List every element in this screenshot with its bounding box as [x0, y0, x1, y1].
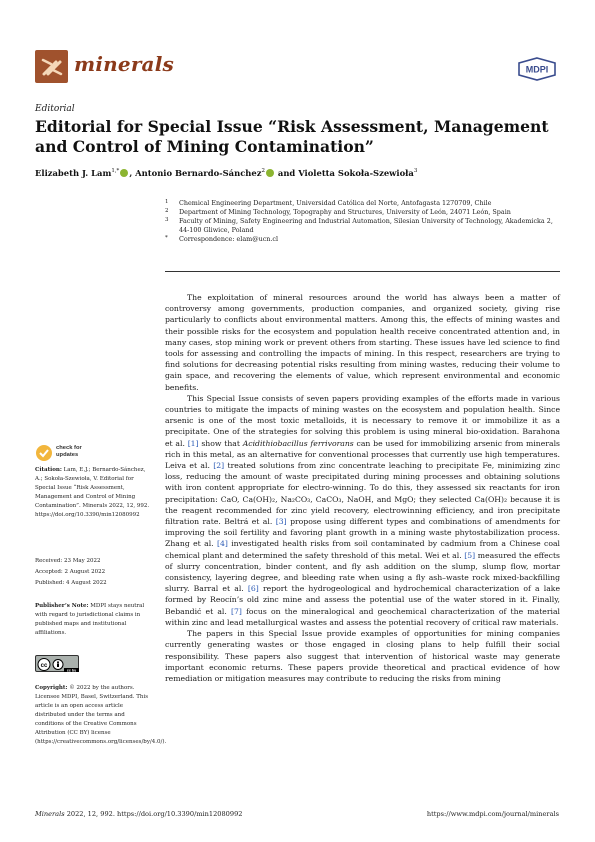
citation-block: Citation: Lam, E.J.; Bernardo-Sánchez, A.; Sokoła-Szewioła, V. Editorial for Special Issue “Risk Assessment, Management and Control of Mining Contamination”. Minerals 2022, 12, 992. https://doi.org/10.3390/min12080992: [35, 467, 150, 518]
author-name[interactable]: Antonio Bernardo-Sánchez: [135, 168, 262, 178]
affiliation-item: 2 Department of Mining Technology, Topography and Structures, University of León, 24071 León, Spain: [165, 208, 511, 216]
cc-by-license-badge[interactable]: [35, 655, 79, 672]
check-updates-icon: [35, 444, 53, 462]
journal-name[interactable]: minerals: [74, 52, 174, 76]
correspondence: * Correspondence: elam@ucn.cl: [165, 235, 279, 243]
paragraph: The papers in this Special Issue provide examples of opportunities for mining companies currently generating wastes or those engaged in closing plans to help fulfill their social responsibility. These papers also suggest that intervention of historical waste may generate important economic returns. These papers provide theoretical and practical evidence of how remediation or mitigation measures may contribute to reducing the risks from mining: [165, 629, 560, 683]
article-body: [165, 292, 560, 684]
header-divider: [165, 271, 560, 272]
author-list: Elizabeth J. Lam$^{1,*}$ , Antonio Bernardo-Sánchez$^2$ and Violetta Sokoła-Szewioła$^3$: [35, 168, 418, 178]
svg-text:cc by: cc by: [66, 668, 77, 673]
citation-link[interactable]: [2]: [213, 461, 225, 471]
publisher-note: Publisher’s Note: MDPI stays neutral with regard to jurisdictional claims in published maps and institutional affiliations.: [35, 603, 145, 636]
affiliations: [165, 199, 565, 244]
author-affil-ref: 3: [413, 168, 418, 175]
published-date: Published: 4 August 2022: [35, 580, 107, 586]
journal-logo-icon: [35, 50, 68, 83]
received-date: Received: 23 May 2022: [35, 558, 101, 564]
author-affil-ref: 1,*: [111, 168, 120, 175]
paragraph: This Special Issue consists of seven papers providing examples of the efforts made in various countries to mitigate the impacts of mining wastes on the ecosystem and population health. Since arsenic is one of the most toxic metalloids, it is necessary to remove it or immobilize it as a precipitate. One of the strategies for solving this problem is using mineral bio-oxidation. Barahona et al. [1] show that Acidithiobacillus ferrivorans can be used for immobilizing arsenic from minerals rich in this metal, as an alternative for conventional processes that currently use high temperatures. Leiva et al. [2] treated solutions from zinc concentrate leaching to precipitate Fe, minimizing zinc loss, reducing the amount of waste precipitated during mining processes and obtaining solutions with iron content appropriate for electro-winning. To do this, they assessed six reactants for iron precipitation: CaO, Ca(OH)₂, Na₂CO₃, CaCO₃, NaOH, and MgO; they selected Ca(OH)₂ because it is the reagent recommended for zinc yield recovery, electrowinning efficiency, and iron precipitate filtration rate. Beltrá et al. [3] propose using different types and combinations of amendments for improving the soil fertility and favoring plant growth in a mining waste phytostabilization process. Zhang et al. [4] investigated health risks from soil contaminated by cadmium from a Chinese coal chemical plant and determined the safety threshold of this metal. Wei et al. [5] measured the effects of slurry concentration, binder content, and fly ash addition on the slump, slump flow, mortar consistency, layering degree, and bleeding rate when using a fly ash–waste rock mixed-backfilling slurry. Barral et al. [6] report the hydrogeological and hydrochemical characterization of a lake formed by Reocín’s old zinc mine and assess the potential use of the water stored in it. Finally, Bebandić et al. [7] focus on the mineralogical and geochemical characterization of the material within zinc and lead metallurgical wastes and assess the potential recovery of critical raw materials.: [165, 393, 561, 627]
affiliation-item: 1 Chemical Engineering Department, Universidad Católica del Norte, Antofagasta 1270709, Chile: [165, 199, 492, 207]
accepted-date: Accepted: 2 August 2022: [35, 569, 106, 575]
citation-link[interactable]: [4]: [216, 539, 228, 549]
author-name[interactable]: Violetta Sokoła-Szewioła: [298, 168, 414, 178]
citation-link[interactable]: [5]: [464, 550, 476, 560]
footer-citation: Minerals 2022, 12, 992. https://doi.org/10.3390/min12080992: [35, 810, 243, 818]
check-for-updates-button[interactable]: check for updates: [35, 444, 95, 464]
article-type: Editorial: [35, 104, 75, 114]
svg-text:MDPI: MDPI: [525, 64, 549, 75]
citation-link[interactable]: [6]: [247, 584, 259, 594]
author-name[interactable]: Elizabeth J. Lam: [35, 168, 112, 178]
orcid-icon[interactable]: [266, 169, 274, 177]
citation-link[interactable]: [7]: [231, 606, 242, 616]
affiliation-item: 3 Faculty of Mining, Safety Engineering and Industrial Automation, Silesian University of Technology, Akademicka 2, 44-100 Gliwice, Poland: [165, 217, 553, 234]
author-affil-ref: 2: [261, 168, 265, 175]
citation-link[interactable]: [3]: [275, 517, 287, 527]
copyright-notice: Copyright: © 2022 by the authors. Licensee MDPI, Basel, Switzerland. This article is an open access article distributed under the terms and conditions of the Creative Commons Attribution (CC BY) license (https://creativecommons.org/licenses/by/4.0/).: [35, 685, 167, 745]
footer-journal-url[interactable]: https://www.mdpi.com/journal/minerals: [426, 810, 559, 818]
svg-text:cc: cc: [40, 662, 48, 669]
orcid-icon[interactable]: [120, 169, 128, 177]
article-title: Editorial for Special Issue “Risk Assessment, Management and Control of Mining Contamination”: [35, 117, 549, 156]
mdpi-logo[interactable]: [517, 57, 557, 81]
paragraph: The exploitation of mineral resources around the world has always been a matter of controversy among governments, production companies, and organized society, giving rise particularly to conflicts about environmental matters. Among this, the effects of mining wastes and their possible risks for the ecosystem and population health receive concentrated attention and, in many cases, stop mining work or prevent others from starting. These issues have led science to find tools for assessing and controlling the impacts of mining. In this respect, researchers are trying to find solutions for decreasing potential risks resulting from mining wastes, reducing their volume to gain space, and recovering the elements of value, which represent environmental and economic benefits.: [165, 293, 560, 392]
citation-link[interactable]: [1]: [187, 438, 199, 448]
